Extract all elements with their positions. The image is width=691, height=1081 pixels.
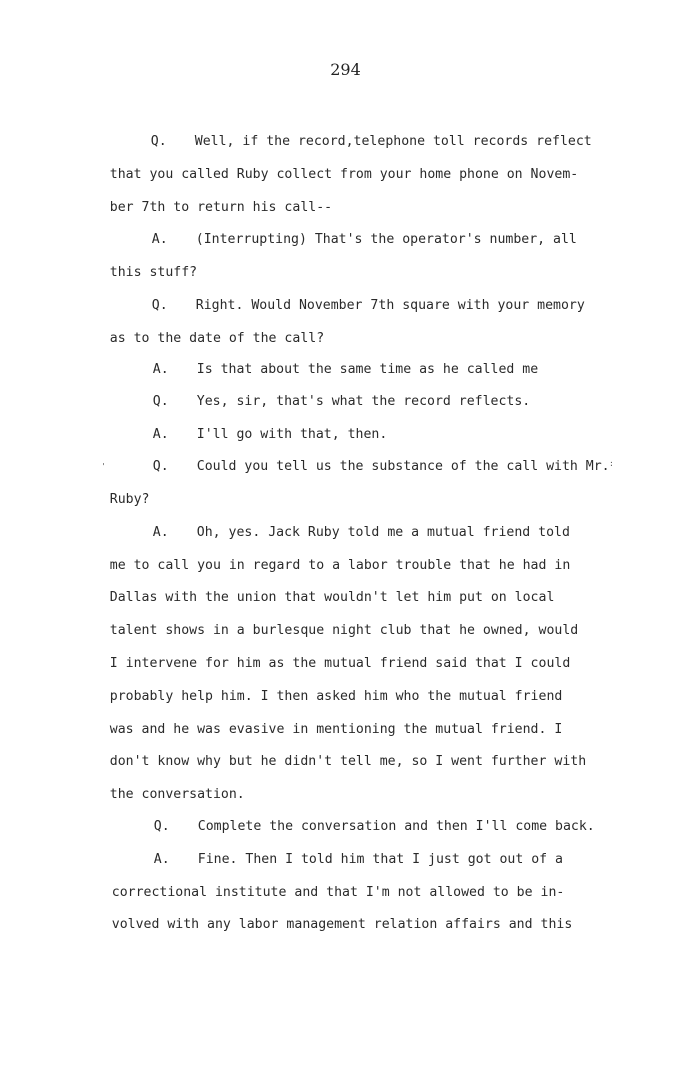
speaker-label: A.	[152, 525, 169, 540]
line-text: (Interrupting) That's the operator's number, all	[195, 232, 577, 247]
line-text: correctional institute and that I'm not allowed to be in-	[111, 885, 565, 900]
line-text: Well, if the record,telephone toll records reflect	[194, 134, 592, 149]
line-text: ber 7th to return his call--	[109, 200, 333, 215]
speaker-label: Q.	[152, 459, 169, 474]
scan-speck: '	[101, 462, 106, 471]
transcript-line	[80, 898, 572, 952]
line-text: Could you tell us the substance of the call with Mr.	[196, 459, 610, 474]
speaker-label: A.	[153, 852, 170, 867]
line-text: Ruby?	[109, 492, 150, 507]
line-text: me to call you in regard to a labor trouble that he had in	[109, 558, 571, 573]
line-text: the conversation.	[109, 787, 245, 802]
speaker-label: Q.	[153, 819, 170, 834]
line-text: Dallas with the union that wouldn't let him put on local	[109, 590, 555, 605]
line-text: probably help him. I then asked him who the mutual friend	[109, 689, 563, 704]
line-text: volved with any labor management relation affairs and this	[111, 917, 573, 932]
speaker-label: A.	[151, 232, 168, 247]
line-text: that you called Ruby collect from your home phone on Novem-	[109, 167, 579, 182]
speaker-label: Q.	[150, 134, 167, 149]
speaker-label: A.	[152, 427, 169, 442]
scan-speck: :	[609, 459, 614, 468]
line-text: I intervene for him as the mutual friend said that I could	[109, 656, 571, 671]
line-text: Yes, sir, that's what the record reflects.	[196, 394, 531, 409]
line-text: Complete the conversation and then I'll come back.	[197, 819, 595, 834]
line-text: Is that about the same time as he called me	[196, 362, 539, 377]
line-text: was and he was evasive in mentioning the mutual friend. I	[109, 722, 563, 737]
line-text: this stuff?	[109, 265, 198, 280]
line-text: don't know why but he didn't tell me, so I went further with	[109, 754, 587, 769]
line-text: as to the date of the call?	[109, 331, 325, 346]
page-number: 294	[330, 60, 361, 79]
line-text: Oh, yes. Jack Ruby told me a mutual friend told	[196, 525, 570, 540]
line-text: talent shows in a burlesque night club that he owned, would	[109, 623, 579, 638]
speaker-label: Q.	[152, 394, 169, 409]
speaker-label: Q.	[151, 298, 168, 313]
line-text: Fine. Then I told him that I just got out of a	[197, 852, 563, 867]
line-text: Right. Would November 7th square with your memory	[195, 298, 585, 313]
speaker-label: A.	[152, 362, 169, 377]
transcript-line	[121, 440, 610, 494]
line-text: I'll go with that, then.	[196, 427, 388, 442]
